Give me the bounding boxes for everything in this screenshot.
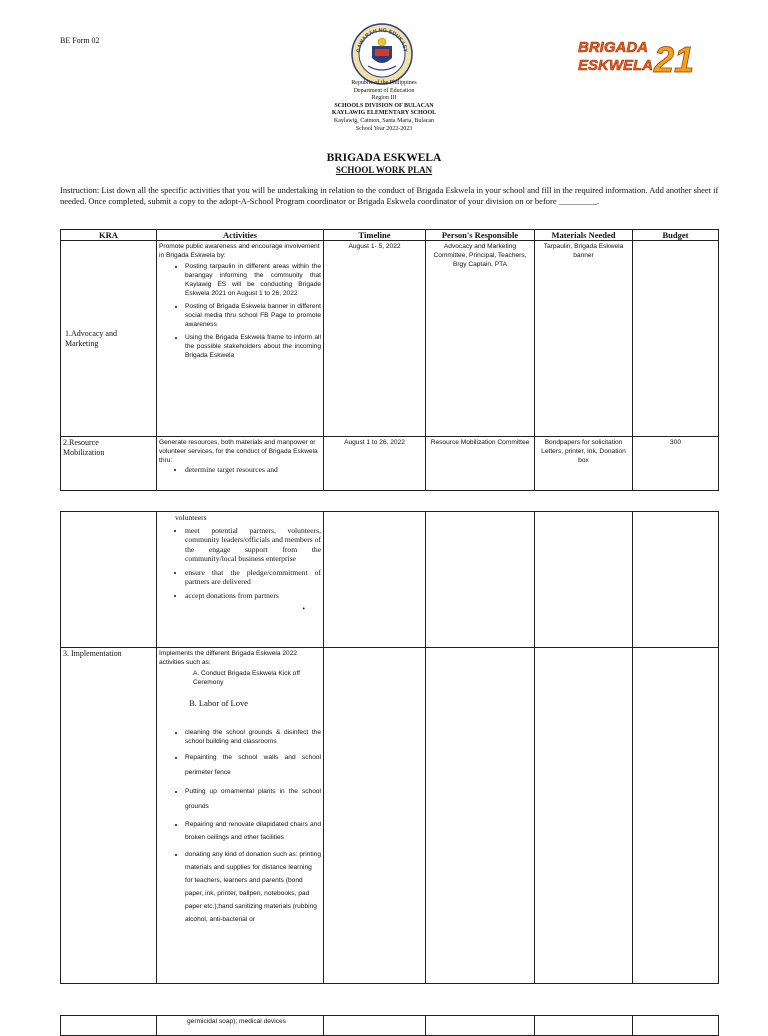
kra-advocacy: 1.Advocacy and Marketing	[65, 328, 117, 348]
list-item: • meet potential partners, volunteers, community leaders/officials and members of the engage support from the community/local business enterprise	[185, 526, 321, 564]
column-header-timeline: Timeline	[324, 230, 426, 241]
svg-text:ESKWELA: ESKWELA	[578, 57, 653, 74]
timeline-cell	[324, 512, 426, 648]
header-school-year: School Year 2022-2023	[355, 125, 413, 132]
list-item: • ensure that the pledge/commitment of partners are delivered	[185, 568, 321, 587]
header-division: SCHOOLS DIVISION OF BULACAN	[334, 102, 434, 109]
persons-cell	[426, 648, 535, 984]
header-region: Region III	[371, 95, 397, 102]
budget-cell	[633, 648, 719, 984]
work-plan-table-page-3	[60, 1015, 719, 1036]
brigada-eskwela-logo	[576, 36, 702, 76]
activities-cell	[157, 241, 324, 437]
list-item: • Posting tarpaulin in different areas within the barangay informing the community that Kaylawig ES will be conducting Brigade Eskwela 2021 on August 1 to 26, 2022	[185, 262, 321, 298]
kra-cell	[61, 437, 157, 491]
kra-cell	[61, 1016, 157, 1036]
table-row	[61, 512, 719, 648]
column-header-persons: Person's Responsible	[426, 230, 535, 241]
table-row	[61, 648, 719, 984]
materials-cell	[535, 1016, 633, 1036]
activity-intro: Implements the different Brigada Eskwela 2022 activities such as:	[159, 650, 298, 666]
budget-cell	[633, 512, 719, 648]
persons-cell	[426, 512, 535, 648]
activity-item-b: B. Labor of Love	[189, 698, 249, 708]
table-row	[61, 1016, 719, 1036]
svg-text:BRIGADA: BRIGADA	[578, 39, 648, 56]
list-item: • Using the Brigada Eskwela frame to inform all the possible stakeholders about the incoming Brigada Eskwela	[185, 333, 321, 360]
header-department: Department of Education	[353, 87, 415, 94]
budget-cell: 300	[633, 437, 719, 491]
activities-cell	[157, 512, 324, 648]
header-school: KAYLAWIG ELEMENTARY SCHOOL	[331, 110, 437, 117]
svg-text:21: 21	[654, 39, 695, 76]
timeline-cell	[324, 1016, 426, 1036]
kra-resource: 2.Resource Mobilization	[63, 438, 105, 457]
column-header-kra: KRA	[61, 230, 157, 241]
svg-text:KAGAWARAN NG EDUKASYON: GAWARAN NG EDUKASY	[355, 27, 408, 54]
list-item: • donating any kind of donation such as: printing materials and supplies for distance learning for teachers, learners and parents (bond paper, ink, printer, ballpen, notebooks, pad paper etc.);hand sanitizing materials (rubbing alcohol, anti-bacterial or	[185, 848, 321, 926]
column-header-materials: Materials Needed	[535, 230, 633, 241]
materials-cell: Bondpapers for solicitation Letters, printer, Ink, Donation box	[535, 437, 633, 491]
form-code: BE Form 02	[60, 36, 100, 45]
materials-cell: Tarpaulin, Brigada Eskwela banner	[535, 241, 633, 437]
table-row	[61, 437, 719, 491]
materials-cell	[535, 648, 633, 984]
activities-cell	[157, 437, 324, 491]
activity-item-a: A. Conduct Brigada Eskwela Kick off Ceremony	[193, 670, 300, 686]
page-subtitle: SCHOOL WORK PLAN	[335, 165, 433, 175]
timeline-cell: August 1 to 26, 2022	[324, 437, 426, 491]
kra-cell: 3. Implementation	[61, 648, 157, 984]
table-header-row	[61, 230, 719, 241]
deped-seal-icon	[350, 22, 414, 86]
column-header-budget: Budget	[633, 230, 719, 241]
activities-cell	[157, 648, 324, 984]
list-item: • Repainting the school walls and school perimeter fence	[185, 750, 321, 780]
activity-intro: Promote public awareness and encourage involvement in Brigada Eskwela by:	[159, 243, 320, 259]
activities-cell: germicidal soap); medical devices	[157, 1016, 324, 1036]
page-title: BRIGADA ESKWELA	[326, 152, 442, 164]
kra-cell	[61, 241, 157, 437]
budget-cell	[633, 241, 719, 437]
empty-bullet: •	[302, 604, 305, 613]
persons-cell: Advocacy and Marketing Committee, Principal, Teachers, Brgy Captain, PTA	[426, 241, 535, 437]
instruction-text: Instruction: List down all the specific activities that you will be undertaking in relation to the conduct of Brigada Eskwela in your school and fill in the required information. Add another sheet if needed. Once completed, submit a copy to the adopt-A-School Program coordinator or Brigada Eskwela coordinator of your division on or before _________.	[60, 185, 719, 206]
table-row	[61, 241, 719, 437]
list-item: • accept donations from partners	[185, 591, 321, 601]
list-item: • Repairing and renovate dilapidated chairs and broken ceilings and other facilities	[185, 818, 321, 844]
column-header-activities: Activities	[157, 230, 324, 241]
activity-intro: Generate resources, both materials and manpower or volunteer services, for the conduct of Brigada Eskwela thru:	[159, 439, 318, 464]
work-plan-table-page-1	[60, 229, 719, 491]
budget-cell	[633, 1016, 719, 1036]
work-plan-table-page-2	[60, 511, 719, 984]
timeline-cell: August 1- 5, 2022	[324, 241, 426, 437]
kra-cell	[61, 512, 157, 648]
persons-cell	[426, 1016, 535, 1036]
list-item: • cleaning the school grounds & disinfect the school building and classrooms	[185, 728, 321, 746]
persons-cell: Resource Mobilization Committee	[426, 437, 535, 491]
header-address: Kaylawig, Catmon, Santa Maria, Bulacan	[333, 117, 435, 124]
header-republic: Republic of the Philippines	[351, 80, 417, 86]
list-item: • Putting up ornamental plants in the school grounds	[185, 784, 321, 814]
list-item: • Posting of Brigada Eskwela banner in different social media thru school FB Page to promote awareness	[185, 302, 321, 329]
timeline-cell	[324, 648, 426, 984]
materials-cell	[535, 512, 633, 648]
activity-continuation: volunteers	[175, 513, 207, 522]
list-item: • determine target resources and	[185, 465, 321, 475]
school-header	[0, 80, 768, 133]
